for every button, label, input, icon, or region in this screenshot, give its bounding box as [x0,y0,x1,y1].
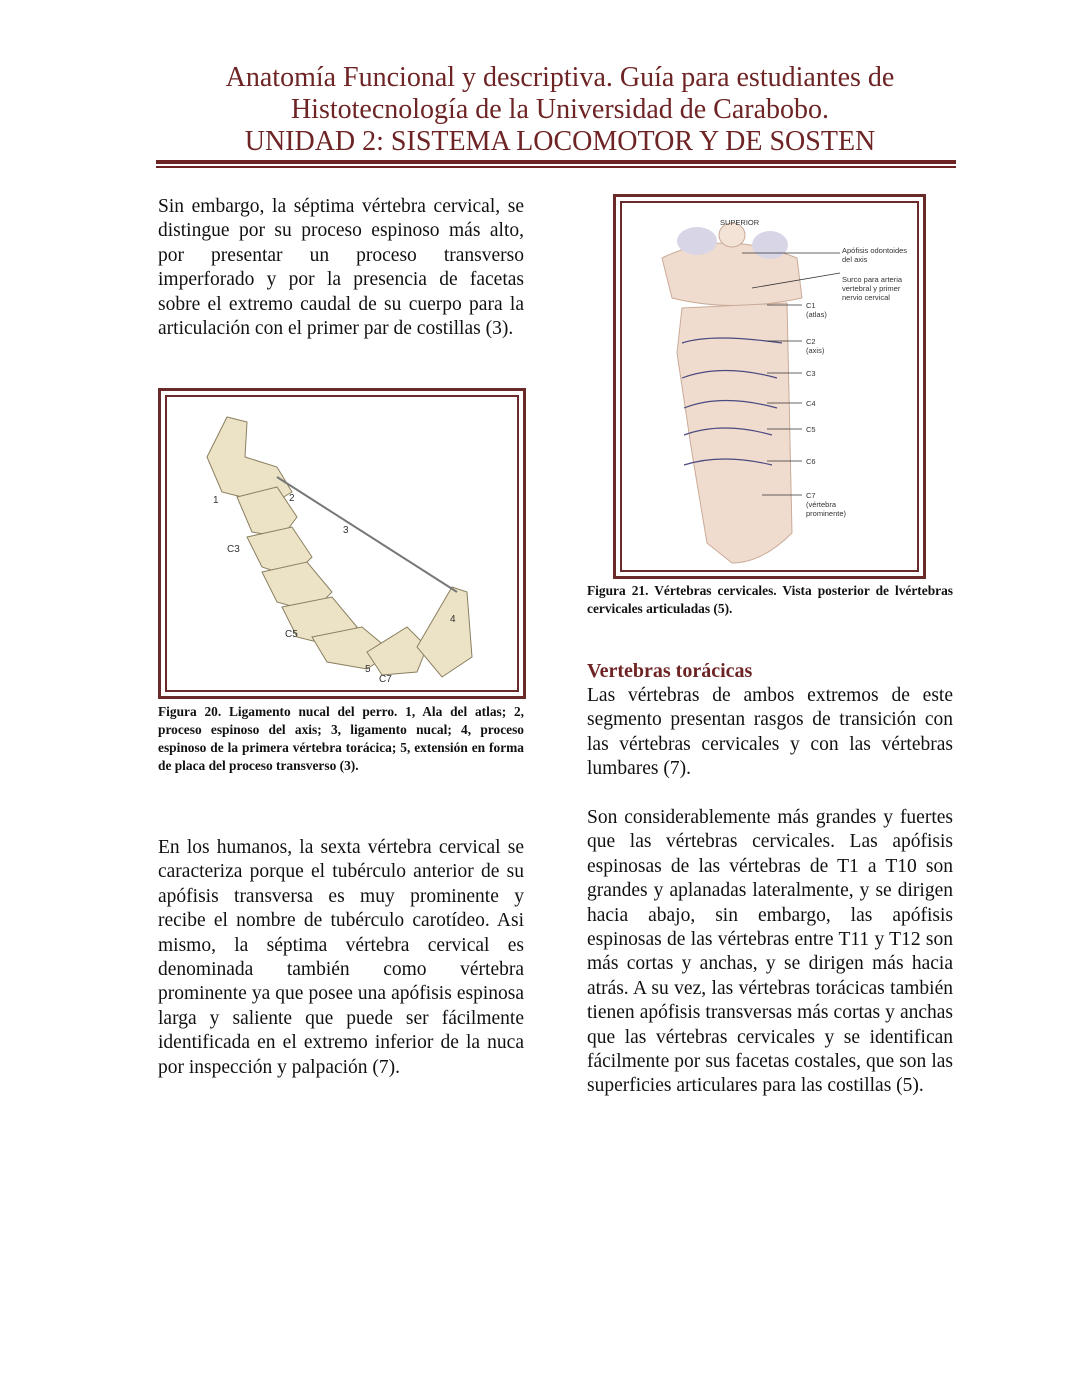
figure-21-frame [613,194,926,579]
fig21-surco-label-2: vertebral y primer [842,284,901,293]
fig21-c1-label: C1 [806,301,816,310]
fig21-c7-label: C7 [806,491,816,500]
fig21-c2-label: C2 [806,337,816,346]
fig21-c2-sub: (axis) [806,346,825,355]
fig21-c7-sub: (vértebra [806,500,837,509]
fig20-label-3: 3 [343,525,349,536]
fig21-c1-sub: (atlas) [806,310,827,319]
fig20-label-c7: C7 [379,674,392,685]
header-line-1: Anatomía Funcional y descriptiva. Guía para estudiantes de [225,62,895,93]
header-line-3: UNIDAD 2: SISTEMA LOCOMOTOR Y DE SOSTEN [244,126,876,157]
fig20-label-2: 2 [289,493,295,504]
figure-20-caption: Figura 20. Ligamento nucal del perro. 1, Ala del atlas; 2, proceso espinoso del axis; 3, ligamento nucal; 4, proceso espinoso de la primera vértebra torácica; 5, extensión en forma de placa del proceso transverso (3). [158,704,524,773]
fig20-label-5: 5 [365,664,371,675]
fig21-odontoides-label-2: del axis [842,255,868,264]
fig21-c3-label: C3 [806,369,816,378]
fig21-surco-label: Surco para arteria [842,275,903,284]
fig21-c4-label: C4 [806,399,816,408]
header-line-2: Histotecnología de la Universidad de Carabobo. [290,94,830,125]
figure-21-caption: Figura 21. Vértebras cervicales. Vista posterior de lvértebras cervicales articuladas (5). [587,583,953,616]
page-header [150,62,970,158]
right-paragraph-2: Son considerablemente más grandes y fuertes que las vértebras cervicales. Las apófisis espinosas de las vértebras de T1 a T10 son grandes y aplanadas lateralmente, y se dirigen hacia abajo, sin embargo, las apófisis espinosas de las vértebras entre T11 y T12 son más cortas y anchas, y se dirigen más hacia atrás. A su vez, las vértebras torácicas también tienen apófisis transversas más cortas y anchas que las vértebras cervicales y se identifican fácilmente por sus facetas costales, que son las superficies articulares para las costillas (5). [587,807,953,1097]
header-rule-thin [156,166,956,168]
fig21-c7-sub-2: prominente) [806,509,847,518]
fig20-label-4: 4 [450,614,456,625]
left-paragraph-2: En los humanos, la sexta vértebra cervical se caracteriza porque el tubérculo anterior de su apófisis transversa es muy prominente y recibe el nombre de tubérculo carotídeo. Asi mismo, la séptima vértebra cervical es denominada también como vértebra prominente ya que posee una apófisis espinosa larga y saliente que puede ser fácilmente identificada en el extremo inferior de la nuca por inspección y palpación (7). [158,837,524,1078]
fig20-label-1: 1 [213,495,219,506]
fig21-superior-label: SUPERIOR [720,218,760,227]
figure-20-frame [158,388,526,699]
header-rule-thick [156,160,956,164]
fig21-c6-label: C6 [806,457,816,466]
left-paragraph-1: Sin embargo, la séptima vértebra cervical, se distingue por su proceso espinoso más alto, por presentar un proceso transverso imperforado y por la presencia de facetas sobre el extremo caudal de su cuerpo para la articulación con el primer par de costillas (3). [158,196,524,340]
fig20-label-c3: C3 [227,544,240,555]
section-heading-toracicas: Vertebras torácicas [587,660,753,682]
figure-21-image-cervical-vertebrae [622,203,917,570]
right-paragraph-1: Las vértebras de ambos extremos de este segmento presentan rasgos de transición con las vértebras cervicales y con las vértebras lumbares (7). [587,685,953,780]
fig21-c5-label: C5 [806,425,816,434]
fig21-surco-label-3: nervio cervical [842,293,890,302]
fig21-odontoides-label: Apófisis odontoides [842,246,908,255]
fig20-label-c5: C5 [285,629,298,640]
figure-20-image-dog-nuchal-ligament [167,397,517,689]
